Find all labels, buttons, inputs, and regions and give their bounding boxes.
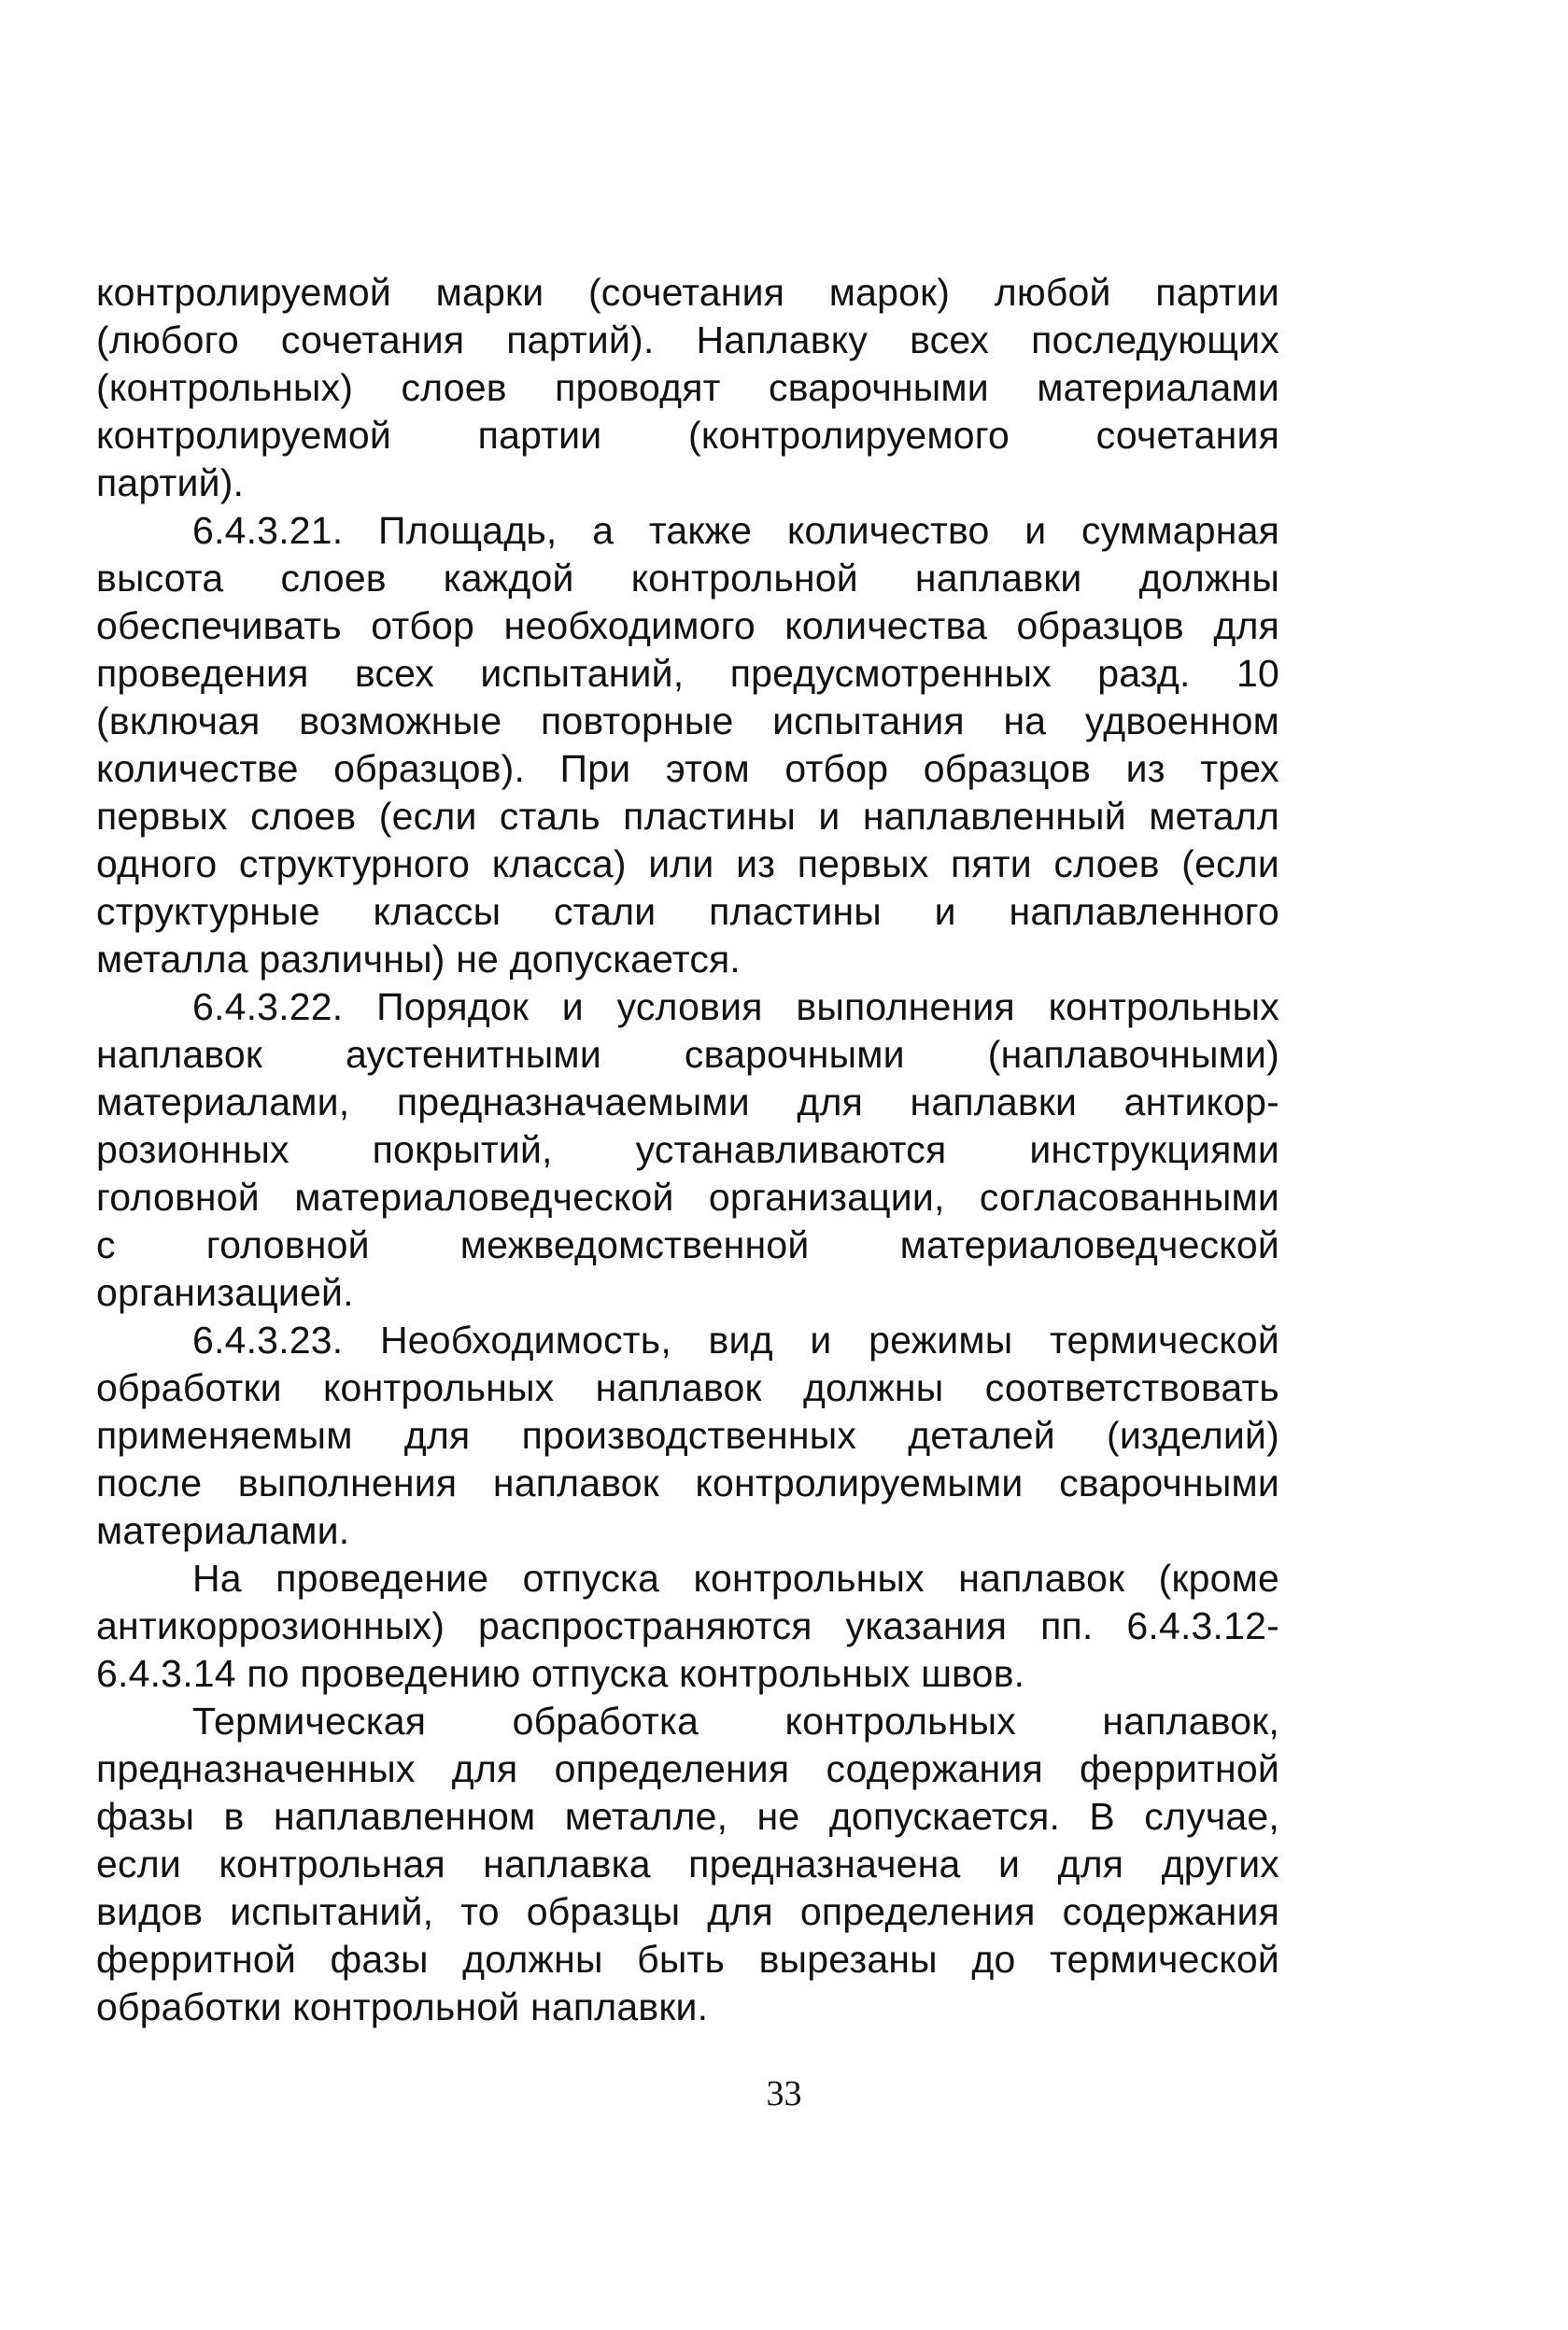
- text-line: применяемым для производственных деталей (изделий): [96, 1414, 1279, 1457]
- text-line: контролируемой партии (контролируемого сочетания: [96, 414, 1279, 457]
- paragraph-para-continuation: [96, 269, 1279, 507]
- paragraph-para-heat-treatment: [96, 1698, 1279, 2031]
- paragraph-para-tempering: [96, 1555, 1279, 1698]
- text-line: антикоррозионных) распространяются указания пп. 6.4.3.12-: [96, 1604, 1279, 1647]
- text-line: обеспечивать отбор необходимого количества образцов для: [96, 604, 1279, 647]
- text-line: партий).: [96, 461, 245, 504]
- text-line: головной материаловедческой организации, согласованными: [96, 1176, 1279, 1219]
- text-line: металла различны) не допускается.: [96, 938, 742, 981]
- text-line: видов испытаний, то образцы для определения содержания: [96, 1890, 1279, 1933]
- text-line: На проведение отпуска контрольных наплавок (кроме: [192, 1557, 1279, 1600]
- text-line: предназначенных для определения содержания ферритной: [96, 1747, 1279, 1790]
- text-line: контролируемой марки (сочетания марок) любой партии: [96, 271, 1279, 314]
- text-line: розионных покрытий, устанавливаются инструкциями: [96, 1128, 1279, 1171]
- paragraph-para-6-4-3-22: [96, 983, 1279, 1317]
- paragraph-para-6-4-3-23: [96, 1317, 1279, 1555]
- text-line: 6.4.3.21. Площадь, а также количество и суммарная: [192, 509, 1279, 552]
- text-line: организацией.: [96, 1271, 354, 1314]
- text-line: фазы в наплавленном металле, не допускается. В случае,: [96, 1795, 1279, 1838]
- text-line: обработки контрольной наплавки.: [96, 1985, 709, 2028]
- page-number: 33: [766, 2074, 802, 2113]
- text-line: Термическая обработка контрольных наплавок,: [192, 1700, 1279, 1743]
- text-line: если контрольная наплавка предназначена и для других: [96, 1843, 1279, 1885]
- text-line: (контрольных) слоев проводят сварочными материалами: [96, 366, 1279, 409]
- text-line: одного структурного класса) или из первых пяти слоев (если: [96, 842, 1279, 885]
- body-text: [96, 269, 1279, 2031]
- text-line: материалами.: [96, 1509, 350, 1552]
- paragraph-para-6-4-3-21: [96, 507, 1279, 983]
- text-line: (включая возможные повторные испытания на удвоенном: [96, 699, 1279, 742]
- text-line: высота слоев каждой контрольной наплавки должны: [96, 557, 1279, 600]
- text-line: с головной межведомственной материаловедческой: [96, 1223, 1279, 1266]
- text-line: структурные классы стали пластины и наплавленного: [96, 890, 1279, 933]
- text-line: количестве образцов). При этом отбор образцов из трех: [96, 747, 1279, 790]
- text-line: 6.4.3.22. Порядок и условия выполнения контрольных: [192, 985, 1279, 1028]
- text-line: 6.4.3.14 по проведению отпуска контрольных швов.: [96, 1652, 1025, 1695]
- text-line: обработки контрольных наплавок должны соответствовать: [96, 1366, 1279, 1409]
- text-line: материалами, предназначаемыми для наплавки антикор-: [96, 1080, 1279, 1123]
- text-line: ферритной фазы должны быть вырезаны до термической: [96, 1938, 1279, 1981]
- text-line: 6.4.3.23. Необходимость, вид и режимы термической: [192, 1319, 1279, 1362]
- text-line: наплавок аустенитными сварочными (наплавочными): [96, 1033, 1279, 1076]
- text-line: первых слоев (если сталь пластины и наплавленный металл: [96, 795, 1279, 838]
- text-line: проведения всех испытаний, предусмотренных разд. 10: [96, 652, 1279, 695]
- text-line: после выполнения наплавок контролируемыми сварочными: [96, 1462, 1279, 1504]
- text-line: (любого сочетания партий). Наплавку всех последующих: [96, 318, 1279, 361]
